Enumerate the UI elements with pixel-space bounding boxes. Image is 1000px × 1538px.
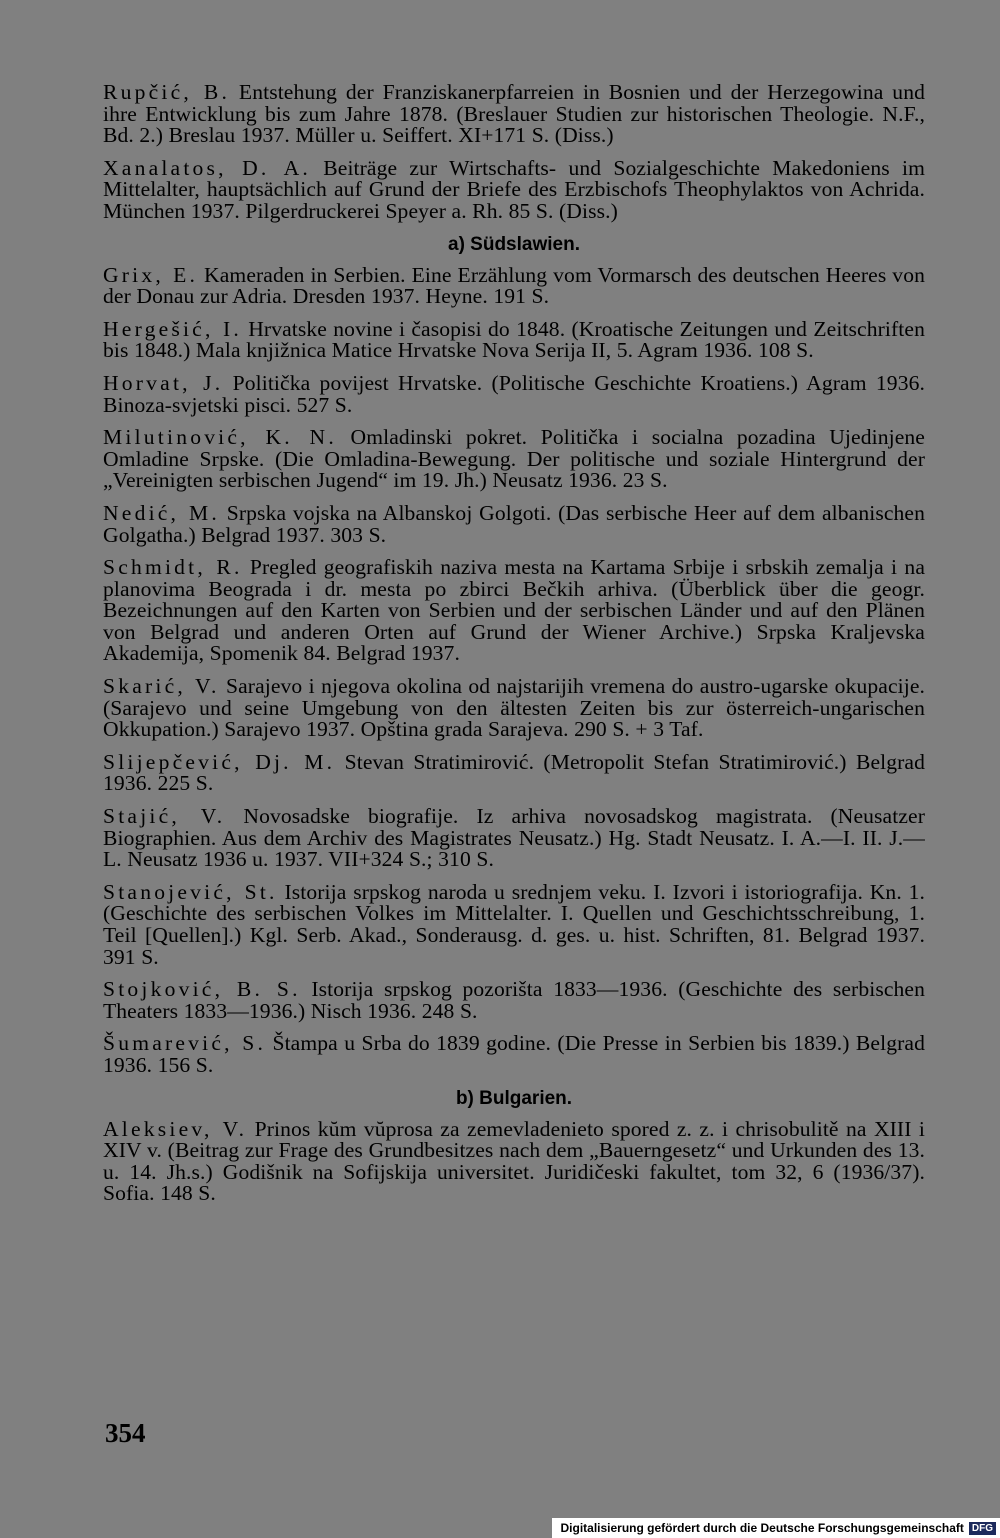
- bibliography-entry: [103, 500, 925, 547]
- entry-author: Schmidt, R.: [103, 555, 243, 580]
- entry-author: Hergešić, I.: [103, 316, 242, 341]
- bibliography-entry: [103, 749, 926, 796]
- page-body: [103, 82, 925, 1216]
- entry-author: Aleksiev, V.: [103, 1116, 248, 1141]
- entry-author: Šumarević, S.: [103, 1031, 267, 1056]
- entry-text: Prinos kŭm vŭprosa za zemevladenieto spored z. z. i chrisobulitě na XIII i XIV v. (Beitrag zur Frage des Grundbesitzes nach dem „Bauerngesetz“ und Urkunden des 13. u. 14. Jh.s.) Godišnik na Sofijskija universitet. Juridičeski fakultet, tom 32, 6 (1936/37). Sofia. 148 S.: [103, 1116, 925, 1206]
- bibliography-entry: [103, 262, 925, 309]
- entry-text: Stevan Stratimirović. (Metropolit Stefan Stratimirović.) Belgrad 1936. 225 S.: [103, 749, 926, 796]
- entry-text: Politička povijest Hrvatske. (Politische Geschichte Kroatiens.) Agram 1936. Binoza-svjetski pisci. 527 S.: [103, 370, 925, 417]
- bibliography-entry: [103, 370, 925, 417]
- entry-author: Skarić, V.: [103, 674, 220, 699]
- entry-group-suedslawien: [103, 262, 926, 1077]
- entry-author: Horvat, J.: [103, 370, 224, 395]
- entry-group-pre: [103, 82, 925, 223]
- dfg-logo: DFG: [969, 1522, 996, 1535]
- entry-author: Stajić, V.: [103, 804, 226, 829]
- bibliography-entry: [103, 316, 925, 363]
- entry-author: Milutinović, K. N.: [103, 425, 337, 450]
- section-heading-bulgarien: b) Bulgarien.: [455, 1087, 573, 1109]
- bibliography-entry: [103, 979, 925, 1022]
- entry-author: Nedić, M.: [103, 500, 221, 525]
- entry-text: Srpska vojska na Albanskoj Golgoti. (Das serbische Heer auf dem albanischen Golgatha.) Belgrad 1937. 303 S.: [103, 500, 925, 547]
- entry-author: Stanojević, St.: [103, 879, 278, 904]
- bibliography-entry: [103, 879, 925, 969]
- entry-text: Pregled geografiskih naziva mesta na Kartama Srbije i srbskih zemalja i na planovima Beograda i dr. mesta po zbirci Bečkih arhiva. (Überblick über die geogr. Bezeichnungen auf den Karten von Serbien und der serbischen Länder und auf den Plänen von Belgrad und anderen Orten auf Grund der Wiener Archive.) Srpska Kraljevska Akademija, Spomenik 84. Belgrad 1937.: [103, 555, 925, 666]
- entry-author: Rupčić, B.: [103, 80, 231, 104]
- entry-text: Beiträge zur Wirtschafts- und Sozialgeschichte Makedoniens im Mittelalter, hauptsächlich auf Grund der Briefe des Erzbischofs Theophylaktos von Achrida. München 1937. Pilgerdruckerei Speyer a. Rh. 85 S. (Diss.): [103, 155, 925, 223]
- entry-group-bulgarien: [103, 1116, 925, 1206]
- section-heading-suedslawien: a) Südslawien.: [448, 233, 580, 255]
- bibliography-entry: [103, 1033, 925, 1076]
- bibliography-entry: [103, 82, 925, 147]
- bibliography-entry: [103, 676, 925, 741]
- entry-text: Omladinski pokret. Politička i socialna pozadina Ujedinjene Omladine Srpske. (Die Omladina-Bewegung. Der politische und soziale Hintergrund der „Vereinigten serbischen Jugend“ im 19. Jh.) Neusatz 1936. 23 S.: [103, 425, 925, 493]
- bibliography-entry: [103, 1116, 925, 1206]
- bibliography-entry: [103, 427, 925, 492]
- entry-text: Novosadske biografije. Iz arhiva novosadskog magistrata. (Neusatzer Biographien. Aus dem Archiv des Magistrates Neusatz.) Hg. Stadt Neusatz. I. A.—I. II. J.—L. Neusatz 1936 u. 1937. VII+324 S.; 310 S.: [103, 804, 925, 872]
- bibliography-entry: [103, 557, 925, 665]
- bibliography-entry: [103, 806, 925, 871]
- footer-text: Digitalisierung gefördert durch die Deutsche Forschungsgemeinschaft: [560, 1521, 964, 1535]
- entry-text: Istorija srpskog naroda u srednjem veku. I. Izvori i istoriografija. Kn. 1. (Geschichte des serbischen Volkes im Mittelalter. I. Quellen und Geschichtsschreibung, 1. Teil [Quellen].) Kgl. Serb. Akad., Sonderausg. d. ges. u. hist. Schriften, 81. Belgrad 1937. 391 S.: [103, 879, 925, 969]
- entry-text: Štampa u Srba do 1839 godine. (Die Presse in Serbien bis 1839.) Belgrad 1936. 156 S.: [103, 1031, 925, 1077]
- entry-text: Kameraden in Serbien. Eine Erzählung vom Vormarsch des deutschen Heeres von der Donau zur Adria. Dresden 1937. Heyne. 191 S.: [103, 262, 925, 309]
- entry-text: Hrvatske novine i časopisi do 1848. (Kroatische Zeitungen und Zeitschriften bis 1848.) Mala knjižnica Matice Hrvatske Nova Serija II, 5. Agram 1936. 108 S.: [103, 316, 925, 363]
- entry-text: Sarajevo i njegova okolina od najstarijih vremena do austro-ugarske okupacije. (Sarajevo und seine Umgebung von den ältesten Zeiten bis zur österreich-ungarischen Okkupation.) Sarajevo 1937. Opština grada Sarajeva. 290 S. + 3 Taf.: [103, 674, 926, 742]
- entry-text: Entstehung der Franziskanerpfarreien in Bosnien und der Herzegowina und ihre Entwicklung bis zum Jahre 1878. (Breslauer Studien zur historischen Theologie. N.F., Bd. 2.) Breslau 1937. Müller u. Seiffert. XI+171 S. (Diss.): [103, 80, 926, 148]
- entry-author: Stojković, B. S.: [103, 977, 301, 1002]
- entry-author: Xanalatos, D. A.: [103, 155, 312, 180]
- page-number: 354: [105, 1418, 146, 1448]
- entry-author: Grix, E.: [103, 262, 199, 287]
- digitization-footer: [552, 1518, 1000, 1538]
- entry-author: Slijepčević, Dj. M.: [103, 749, 336, 774]
- bibliography-entry: [103, 155, 925, 223]
- entry-text: Istorija srpskog pozorišta 1833—1936. (Geschichte des serbischen Theaters 1833—1936.) Nisch 1936. 248 S.: [103, 977, 925, 1023]
